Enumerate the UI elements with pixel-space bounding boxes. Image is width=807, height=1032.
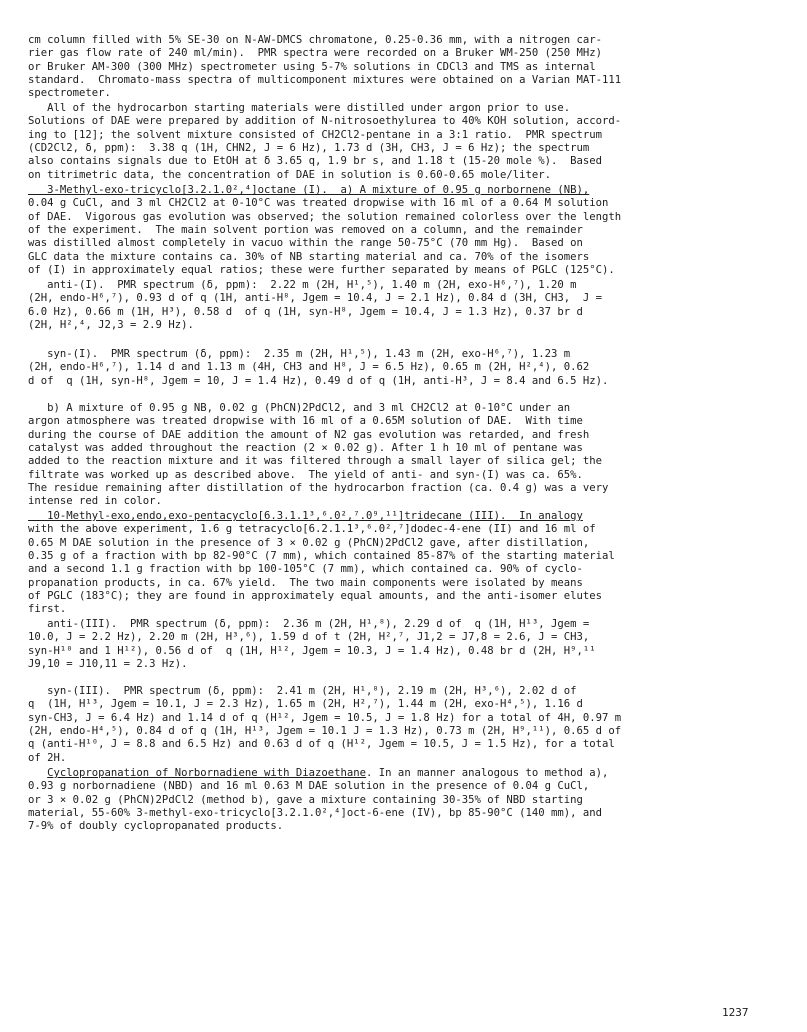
text-line: added to the reaction mixture and it was filtered through a small layer of silica gel; the <box>28 455 603 468</box>
text-line: q (anti-H¹⁰, J = 8.8 and 6.5 Hz) and 0.63 d of q (H¹², Jgem = 10.5, J = 1.5 Hz), for a total <box>28 738 615 751</box>
text-line: 7-9% of doubly cyclopropanated products. <box>28 820 284 833</box>
text-line: J9,10 = J10,11 = 2.3 Hz). <box>28 658 188 671</box>
text-line: also contains signals due to EtOH at δ 3.65 q, 1.9 br s, and 1.18 t (15-20 mole %). Based <box>28 155 603 168</box>
text-line: q (1H, H¹³, Jgem = 10.1, J = 2.3 Hz), 1.65 m (2H, H²,⁷), 1.44 m (2H, exo-H⁴,⁵), 1.16 d <box>28 698 583 711</box>
text-line: syn-CH3, J = 6.4 Hz) and 1.14 d of q (H¹², Jgem = 10.5, J = 1.8 Hz) for a total of 4H, 0.97 m <box>28 711 622 724</box>
text-line: anti-(I). PMR spectrum (δ, ppm): 2.22 m (2H, H¹,⁵), 1.40 m (2H, exo-H⁶,⁷), 1.20 m <box>28 279 577 291</box>
text-line: 10-Methyl-exo,endo,exo-pentacyclo[6.3.1.1³,⁶.0²,⁷.0⁹,¹¹]tridecane (III). In analogy <box>28 510 583 522</box>
text-line: syn-(III). PMR spectrum (δ, ppm): 2.41 m (2H, H¹,⁸), 2.19 m (2H, H³,⁶), 2.02 d of <box>28 685 577 697</box>
text-line: argon atmosphere was treated dropwise with 16 ml of a 0.65M solution of DAE. With time <box>28 415 583 428</box>
section-title-underlined: Cyclopropanation of Norbornadiene with Diazoethane. In an manner analogous to method a), <box>47 767 609 779</box>
text-line: The residue remaining after distillation of the hydrocarbon fraction (ca. 0.4 g) was a very <box>28 482 609 495</box>
text-line: of the experiment. The main solvent portion was removed on a column, and the remainder <box>28 224 583 237</box>
text-line: ing to [12]; the solvent mixture consisted of CH2Cl2-pentane in a 3:1 ratio. PMR spectrum <box>28 128 603 141</box>
text-line: b) A mixture of 0.95 g NB, 0.02 g (PhCN)2PdCl2, and 3 ml CH2Cl2 at 0-10°C under an <box>28 402 571 414</box>
text-line: 6.0 Hz), 0.66 m (1H, H³), 0.58 d of q (1H, syn-H⁸, Jgem = 10.4, J = 1.3 Hz), 0.37 br d <box>28 305 583 318</box>
text-line: material, 55-60% 3-methyl-exo-tricyclo[3.2.1.0²,⁴]oct-6-ene (IV), bp 85-90°C (140 mm), and <box>28 807 603 820</box>
text-line: 0.93 g norbornadiene (NBD) and 16 ml 0.63 M DAE solution in the presence of 0.04 g CuCl, <box>28 780 590 793</box>
text-line: during the course of DAE addition the amount of N2 gas evolution was retarded, and fresh <box>28 428 590 441</box>
text-line: catalyst was added throughout the reaction (2 × 0.02 g). After 1 h 10 ml of pentane was <box>28 442 583 455</box>
text-line: syn-(I). PMR spectrum (δ, ppm): 2.35 m (2H, H¹,⁵), 1.43 m (2H, exo-H⁶,⁷), 1.23 m <box>28 348 571 360</box>
text-line: on titrimetric data, the concentration of DAE in solution is 0.60-0.65 mole/liter. <box>28 168 551 181</box>
text-line <box>28 767 608 780</box>
text-line: syn-H¹⁰ and 1 H¹²), 0.56 d of q (1H, H¹², Jgem = 10.3, J = 1.4 Hz), 0.48 br d (2H, H⁹,¹¹ <box>28 644 596 657</box>
text-line: (2H, endo-H⁴,⁵), 0.84 d of q (1H, H¹³, Jgem = 10.1 J = 1.3 Hz), 0.73 m (2H, H⁹,¹¹), 0.65 d of <box>28 725 622 738</box>
text-line: (CD2Cl2, δ, ppm): 3.38 q (1H, CHN2, J = 6 Hz), 1.73 d (3H, CH3, J = 6 Hz); the spectrum <box>28 142 590 155</box>
text-line: spectrometer. <box>28 87 111 100</box>
text-line: standard. Chromato-mass spectra of multicomponent mixtures were obtained on a Varian MAT-111 <box>28 74 622 87</box>
text-line: intense red in color. <box>28 495 162 508</box>
text-line: of PGLC (183°C); they are found in approximately equal amounts, and the anti-isomer elutes <box>28 590 603 603</box>
text-line: and a second 1.1 g fraction with bp 100-105°C (7 mm), which contained ca. 90% of cyclo- <box>28 563 583 576</box>
text-line: first. <box>28 603 67 616</box>
text-line: cm column filled with 5% SE-30 on N-AW-DMCS chromatone, 0.25-0.36 mm, with a nitrogen car- <box>28 34 603 46</box>
text-line: rier gas flow rate of 240 ml/min). PMR spectra were recorded on a Bruker WM-250 (250 MHz) <box>28 47 603 60</box>
text-line: (2H, endo-H⁶,⁷), 0.93 d of q (1H, anti-H⁸, Jgem = 10.4, J = 2.1 Hz), 0.84 d (3H, CH3, J = <box>28 292 603 305</box>
text-line: anti-(III). PMR spectrum (δ, ppm): 2.36 m (2H, H¹,⁸), 2.29 d of q (1H, H¹³, Jgem = <box>28 618 590 630</box>
text-line: All of the hydrocarbon starting materials were distilled under argon prior to use. <box>28 102 571 114</box>
text-line: filtrate was worked up as described above. The yield of anti- and syn-(I) was ca. 65%. <box>28 468 583 481</box>
text-line: or 3 × 0.02 g (PhCN)2PdCl2 (method b), gave a mixture containing 30-35% of NBD starting <box>28 793 583 806</box>
text-line: GLC data the mixture contains ca. 30% of NB starting material and ca. 70% of the isomers <box>28 250 590 263</box>
text-line: (2H, endo-H⁶,⁷), 1.14 d and 1.13 m (4H, CH3 and H⁸, J = 6.5 Hz), 0.65 m (2H, H²,⁴), 0.62 <box>28 361 590 374</box>
text-line: of (I) in approximately equal ratios; these were further separated by means of PGLC (125°C). <box>28 264 615 277</box>
text-line: 0.65 M DAE solution in the presence of 3 × 0.02 g (PhCN)2PdCl2 gave, after distillation, <box>28 536 590 549</box>
text-line: Solutions of DAE were prepared by addition of N-nitrosoethylurea to 40% KOH solution, accord- <box>28 115 622 128</box>
text-line: of 2H. <box>28 751 67 764</box>
page-number: 1237 <box>722 1006 749 1019</box>
text-line: or Bruker AM-300 (300 MHz) spectrometer using 5-7% solutions in CDCl3 and TMS as internal <box>28 60 596 73</box>
text-line: (2H, H²,⁴, J2,3 = 2.9 Hz). <box>28 319 194 332</box>
text-line: of DAE. Vigorous gas evolution was observed; the solution remained colorless over the length <box>28 210 622 223</box>
text-line: 10.0, J = 2.2 Hz), 2.20 m (2H, H³,⁶), 1.59 d of t (2H, H²,⁷, J1,2 = J7,8 = 2.6, J = CH3, <box>28 631 590 644</box>
text-line: propanation products, in ca. 67% yield. The two main components were isolated by means <box>28 576 583 589</box>
text-line: 0.04 g CuCl, and 3 ml CH2Cl2 at 0-10°C was treated dropwise with 16 ml of a 0.64 M solution <box>28 197 609 210</box>
text-line: was distilled almost completely in vacuo within the range 50-75°C (70 mm Hg). Based on <box>28 237 583 250</box>
text-line: 0.35 g of a fraction with bp 82-90°C (7 mm), which contained 85-87% of the starting material <box>28 550 615 563</box>
text-line: 3-Methyl-exo-tricyclo[3.2.1.0²,⁴]octane (I). a) A mixture of 0.95 g norbornene (NB), <box>28 184 590 196</box>
text-line: d of q (1H, syn-H⁸, Jgem = 10, J = 1.4 Hz), 0.49 d of q (1H, anti-H³, J = 8.4 and 6.5 Hz). <box>28 374 609 387</box>
text-line: with the above experiment, 1.6 g tetracyclo[6.2.1.1³,⁶.0²,⁷]dodec-4-ene (II) and 16 ml of <box>28 523 596 536</box>
